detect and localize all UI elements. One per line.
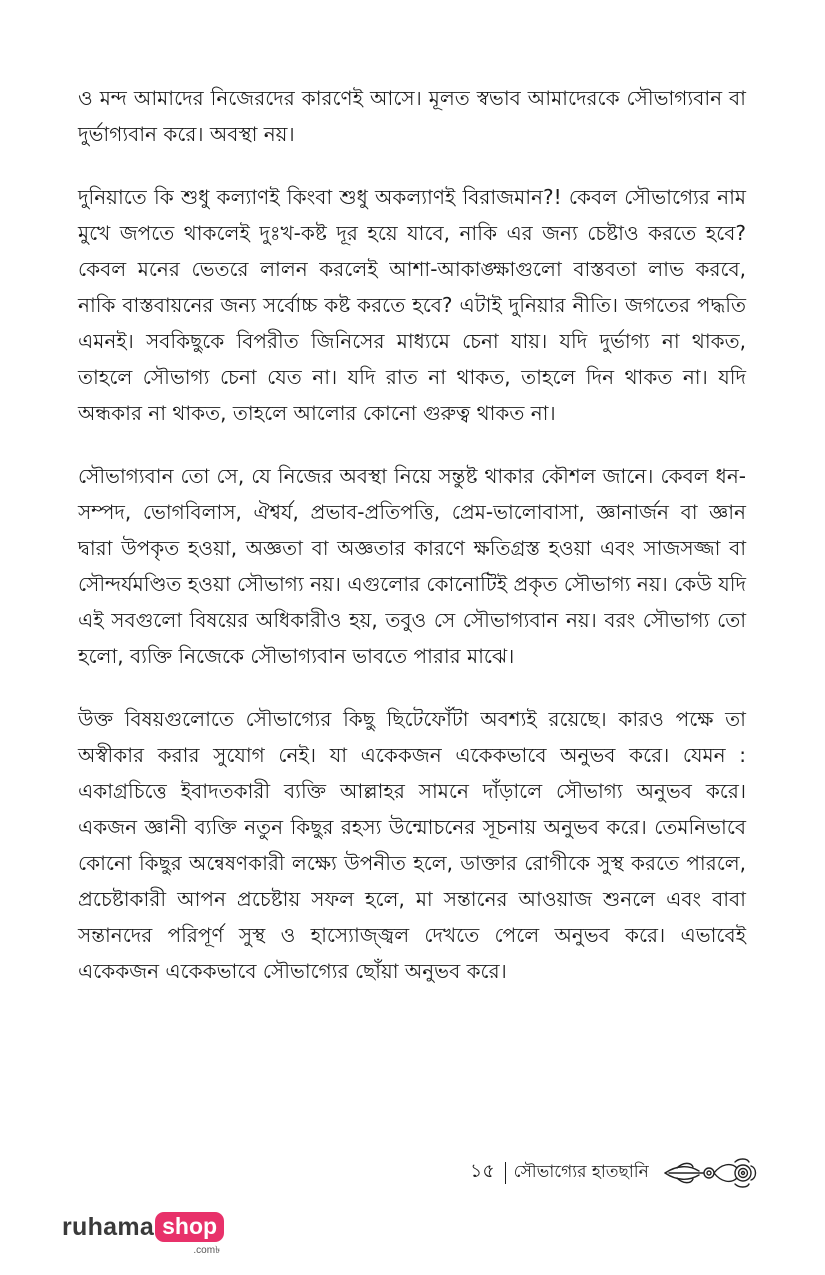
logo-domain: .com৳ bbox=[193, 1245, 221, 1256]
logo-badge: shop bbox=[155, 1212, 224, 1242]
ruhamashop-logo bbox=[62, 1212, 224, 1256]
paragraph-1: ও মন্দ আমাদের নিজেরদের কারণেই আসে। মূলত স্বভাব আমাদেরকে সৌভাগ্যবান বা দুর্ভাগ্যবান করে। অবস্থা নয়। bbox=[78, 86, 746, 146]
page-footer bbox=[470, 1153, 810, 1193]
paragraph-3: সৌভাগ্যবান তো সে, যে নিজের অবস্থা নিয়ে সন্তুষ্ট থাকার কৌশল জানে। কেবল ধন-সম্পদ, ভোগবিলাস, ঐশ্বর্য, প্রভাব-প্রতিপত্তি, প্রেম-ভালোবাসা, জ্ঞানার্জন বা জ্ঞান দ্বারা উপকৃত হওয়া, অজ্ঞতা বা অজ্ঞতার কারণে ক্ষতিগ্রস্ত হওয়া এবং সাজসজ্জা বা সৌন্দর্যমণ্ডিত হওয়া সৌভাগ্য নয়। এগুলোর কোনোটিই প্রকৃত সৌভাগ্য নয়। কেউ যদি এই সবগুলো বিষয়ের অধিকারীও হয়, তবুও সে সৌভাগ্যবান নয়। বরং সৌভাগ্য তো হলো, ব্যক্তি নিজেকে সৌভাগ্যবান ভাবতে পারার মাঝে। bbox=[78, 464, 746, 668]
page-body bbox=[78, 80, 746, 1016]
paragraph-4: উক্ত বিষয়গুলোতে সৌভাগ্যের কিছু ছিটেফোঁটা অবশ্যই রয়েছে। কারও পক্ষে তা অস্বীকার করার সুযোগ নেই। যা একেকজন একেকভাবে অনুভব করে। যেমন : একাগ্রচিত্তে ইবাদতকারী ব্যক্তি আল্লাহর সামনে দাঁড়ালে সৌভাগ্য অনুভব করে। একজন জ্ঞানী ব্যক্তি নতুন কিছুর রহস্য উন্মোচনের সূচনায় অনুভব করে। তেমনিভাবে কোনো কিছুর অন্বেষণকারী লক্ষ্যে উপনীত হলে, ডাক্তার রোগীকে সুস্থ করতে পারলে, প্রচেষ্টাকারী আপন প্রচেষ্টায় সফল হলে, মা সন্তানের আওয়াজ শুনলে এবং বাবা সন্তানদের পরিপূর্ণ সুস্থ ও হাস্যোজ্জ্বল দেখতে পেলে অনুভব করে। এভাবেই একেকজন একেকভাবে সৌভাগ্যের ছোঁয়া অনুভব করে। bbox=[78, 707, 746, 983]
page-number: ১৫ bbox=[470, 1160, 495, 1182]
book-title: সৌভাগ্যের হাতছানি bbox=[513, 1162, 649, 1182]
paragraph-2: দুনিয়াতে কি শুধু কল্যাণই কিংবা শুধু অকল্যাণই বিরাজমান?! কেবল সৌভাগ্যের নাম মুখে জপতে থাকলেই দুঃখ-কষ্ট দূর হয়ে যাবে, নাকি এর জন্য চেষ্টাও করতে হবে? কেবল মনের ভেতরে লালন করলেই আশা-আকাঙ্ক্ষাগুলো বাস্তবতা লাভ করবে, নাকি বাস্তবায়নের জন্য সর্বোচ্চ কষ্ট করতে হবে? এটাই দুনিয়ার নীতি। জগতের পদ্ধতি এমনই। সবকিছুকে বিপরীত জিনিসের মাধ্যমে চেনা যায়। যদি দুর্ভাগ্য না থাকত, তাহলে সৌভাগ্য চেনা যেত না। যদি রাত না থাকত, তাহলে দিন থাকত না। যদি অন্ধকার না থাকত, তাহলে আলোর কোনো গুরুত্ব থাকত না। bbox=[78, 185, 746, 425]
logo-badge-group bbox=[155, 1212, 224, 1260]
logo-text: ruhama bbox=[62, 1213, 155, 1241]
decorative-scroll-icon bbox=[663, 1156, 759, 1190]
footer-divider bbox=[505, 1162, 506, 1184]
